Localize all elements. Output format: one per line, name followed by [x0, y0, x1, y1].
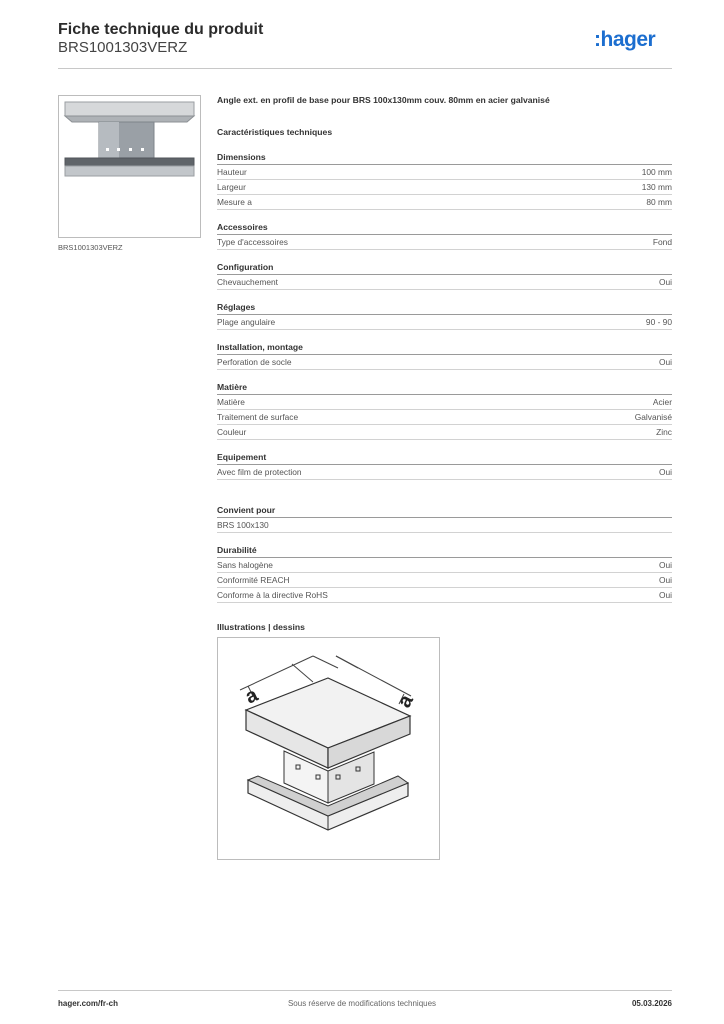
header-divider	[58, 68, 672, 69]
spec-row	[217, 165, 672, 180]
spec-label: Type d'accessoires	[217, 237, 288, 247]
spec-section	[217, 152, 672, 210]
spec-section-title: Installation, montage	[217, 342, 672, 355]
spec-value: Galvanisé	[634, 412, 672, 422]
spec-label: Conformité REACH	[217, 575, 290, 585]
spec-value: Oui	[658, 467, 672, 477]
spec-value: Oui	[658, 590, 672, 600]
illustrations-heading: Illustrations | dessins	[217, 622, 305, 632]
footer-date: 05.03.2026	[631, 999, 672, 1008]
spec-section	[217, 262, 672, 290]
dimension-label-right: a	[393, 691, 418, 712]
spec-row	[217, 235, 672, 250]
spec-section	[217, 382, 672, 440]
spec-row	[217, 410, 672, 425]
spec-row	[217, 180, 672, 195]
product-image	[59, 96, 200, 237]
spec-label: Couleur	[217, 427, 247, 437]
product-reference: BRS1001303VERZ	[58, 39, 188, 56]
spec-label: Plage angulaire	[217, 317, 276, 327]
spec-label: Hauteur	[217, 167, 247, 177]
drawing-svg	[218, 638, 439, 859]
spec-section	[217, 545, 672, 603]
spec-section	[217, 342, 672, 370]
product-details	[217, 95, 672, 632]
spec-section-title: Matière	[217, 382, 672, 395]
footer-note: Sous réserve de modifications techniques	[287, 999, 437, 1008]
spec-section-title: Convient pour	[217, 505, 672, 518]
spec-section	[217, 222, 672, 250]
technical-drawing	[217, 637, 440, 860]
spec-section	[217, 505, 672, 533]
spec-value: Oui	[658, 277, 672, 287]
spec-value: 130 mm	[641, 182, 672, 192]
spec-row	[217, 355, 672, 370]
spec-section-title: Dimensions	[217, 152, 672, 165]
spec-value: 90 - 90	[645, 317, 672, 327]
spec-row	[217, 588, 672, 603]
spec-label: Avec film de protection	[217, 467, 302, 477]
spec-section	[217, 452, 672, 480]
spec-row	[217, 518, 672, 533]
spec-value: Fond	[652, 237, 672, 247]
spec-label: Perforation de socle	[217, 357, 292, 367]
spec-label: Traitement de surface	[217, 412, 299, 422]
spec-value: Oui	[658, 560, 672, 570]
product-thumbnail	[58, 95, 201, 238]
spec-value: 100 mm	[641, 167, 672, 177]
spec-section-title: Durabilité	[217, 545, 672, 558]
spec-row	[217, 275, 672, 290]
spec-row	[217, 425, 672, 440]
spec-label: BRS 100x130	[217, 520, 269, 530]
spec-row	[217, 395, 672, 410]
spec-section-title: Réglages	[217, 302, 672, 315]
spec-label: Conforme à la directive RoHS	[217, 590, 328, 600]
spec-label: Sans halogène	[217, 560, 273, 570]
spec-section-title: Equipement	[217, 452, 672, 465]
product-description: Angle ext. en profil de base pour BRS 100x130mm couv. 80mm en acier galvanisé	[217, 95, 550, 105]
spec-value: Oui	[658, 357, 672, 367]
spec-value: 80 mm	[646, 197, 672, 207]
footer-divider	[58, 990, 672, 991]
spec-row	[217, 573, 672, 588]
spec-label: Largeur	[217, 182, 246, 192]
spec-value: Oui	[658, 575, 672, 585]
footer-website: hager.com/fr-ch	[58, 999, 119, 1008]
spec-label: Mesure a	[217, 197, 252, 207]
spec-sections	[217, 152, 672, 603]
spec-section	[217, 302, 672, 330]
spec-value: Acier	[652, 397, 672, 407]
spec-section-title: Accessoires	[217, 222, 672, 235]
hager-logo: :hager	[594, 28, 656, 51]
dimension-label-left: a	[241, 683, 262, 709]
characteristics-heading: Caractéristiques techniques	[217, 127, 333, 137]
spec-value: Zinc	[656, 427, 672, 437]
spec-row	[217, 195, 672, 210]
page-title: Fiche technique du produit	[58, 21, 264, 38]
spec-label: Matière	[217, 397, 245, 407]
spec-label: Chevauchement	[217, 277, 278, 287]
spec-row	[217, 558, 672, 573]
spec-row	[217, 315, 672, 330]
thumbnail-caption: BRS1001303VERZ	[58, 243, 123, 252]
spec-section-title: Configuration	[217, 262, 672, 275]
spec-row	[217, 465, 672, 480]
